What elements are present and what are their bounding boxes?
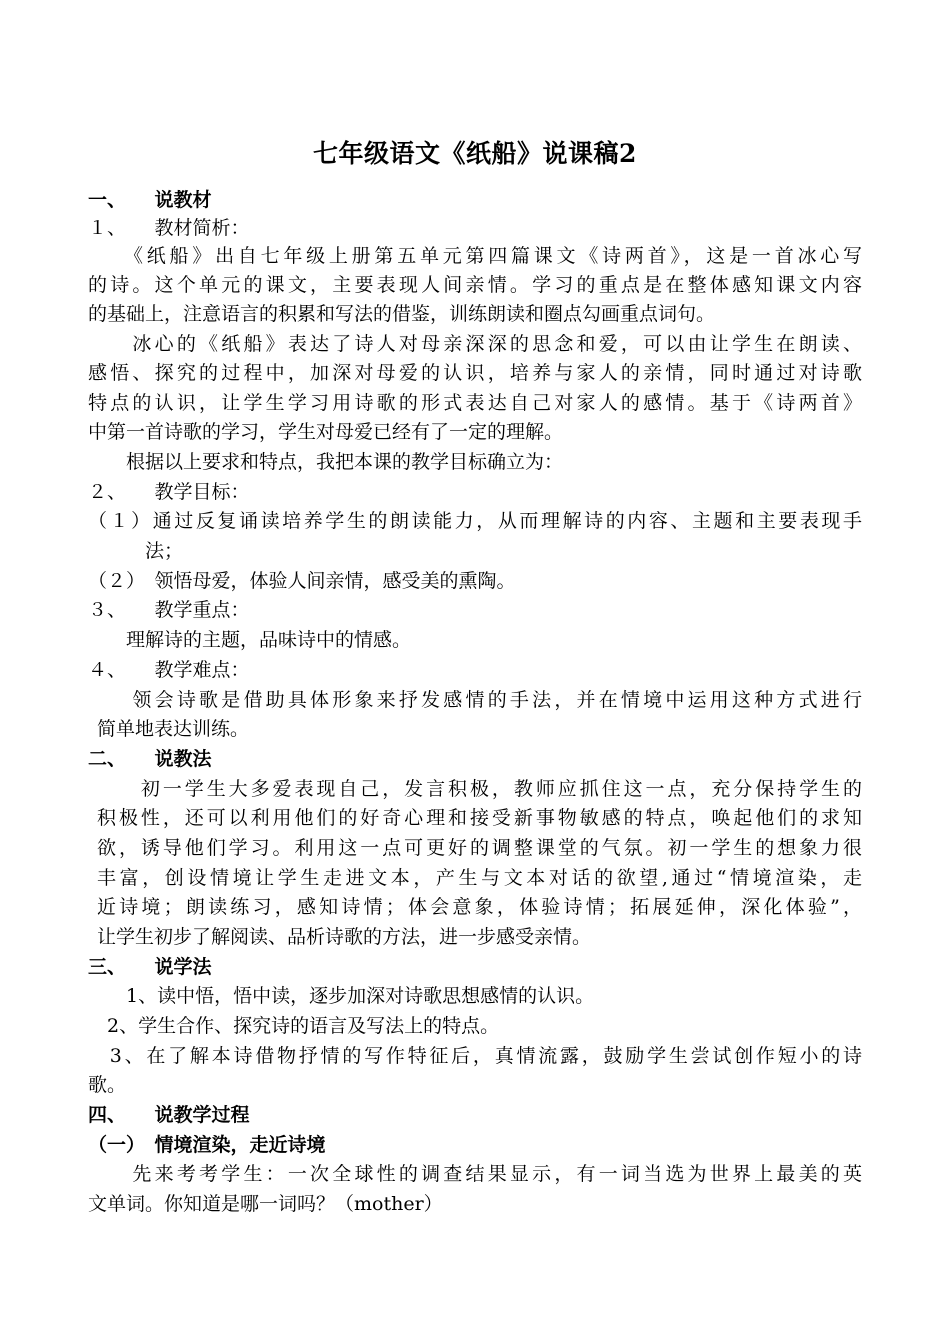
text-line: （２） 领悟母爱，体验人间亲情，感受美的熏陶。 [88, 570, 516, 592]
text-line: 1、读中悟，悟中读，逐步加深对诗歌思想感情的认识。 [88, 985, 595, 1007]
text-line: ３、 教学重点： [88, 599, 250, 621]
text-line: 简单地表达训练。 [97, 718, 250, 740]
text-line: ２、 教学目标： [88, 481, 250, 503]
page-title: 七年级语文《纸船》说课稿2 [313, 139, 637, 168]
text-line: 文单词。你知道是哪一词吗？（mother） [88, 1193, 443, 1215]
section-heading: 四、 说教学过程 [88, 1104, 250, 1126]
text-line: １、 教材简析： [88, 217, 250, 239]
text-line: 初一学生大多爱表现自己，发言积极，教师应抓住这一点，充分保持学生的 [97, 778, 862, 800]
text-line: 法； [88, 540, 184, 562]
text-line: ４、 教学难点： [88, 659, 250, 681]
text-line: 的基础上，注意语言的积累和写法的借鉴，训练朗读和圈点勾画重点词句。 [88, 303, 716, 325]
text-line: 的诗。这个单元的课文，主要表现人间亲情。学习的重点是在整体感知课文内容 [88, 274, 862, 296]
text-line: 欲，诱导他们学习。利用这一点可更好的调整课堂的气氛。初一学生的想象力很 [97, 837, 862, 859]
text-line: 歌。 [88, 1074, 127, 1096]
text-line: 根据以上要求和特点，我把本课的教学目标确立为： [88, 451, 564, 473]
text-line: 感悟、探究的过程中，加深对母爱的认识，培养与家人的亲情，同时通过对诗歌 [88, 362, 862, 384]
text-line: 积极性，还可以利用他们的好奇心理和接受新事物敏感的特点，唤起他们的求知 [97, 807, 862, 829]
text-line: 冰心的《纸船》表达了诗人对母亲深深的思念和爱，可以由让学生在朗读、 [88, 333, 862, 355]
text-line: 中第一首诗歌的学习，学生对母爱已经有了一定的理解。 [88, 421, 564, 443]
text-line: 领会诗歌是借助具体形象来抒发感情的手法，并在情境中运用这种方式进行 [88, 689, 862, 711]
text-line: 让学生初步了解阅读、品析诗歌的方法，进一步感受亲情。 [97, 926, 592, 948]
section-heading: 一、 说教材 [88, 189, 212, 211]
text-line: 先来考考学生：一次全球性的调查结果显示，有一词当选为世界上最美的英 [88, 1163, 862, 1185]
text-line: （１）通过反复诵读培养学生的朗读能力，从而理解诗的内容、主题和主要表现手 [88, 510, 862, 532]
text-line: 近诗境；朗读练习，感知诗情；体会意象，体验诗情；拓展延伸，深化体验”， [97, 896, 862, 918]
text-line: 丰富，创设情境让学生走进文本，产生与文本对话的欲望,通过“情境渲染，走 [97, 867, 862, 889]
text-line: 3、在了解本诗借物抒情的写作特征后，真情流露，鼓励学生尝试创作短小的诗 [88, 1045, 862, 1067]
text-line: 《纸船》出自七年级上册第五单元第四篇课文《诗两首》，这是一首冰心写 [88, 245, 862, 267]
section-heading: 三、 说学法 [88, 956, 212, 978]
text-line: 2、学生合作、探究诗的语言及写法上的特点。 [88, 1015, 500, 1037]
section-heading: （一） 情境渲染，走近诗境 [88, 1134, 326, 1156]
section-heading: 二、 说教法 [88, 748, 212, 770]
text-line: 理解诗的主题，品味诗中的情感。 [88, 629, 412, 651]
text-line: 特点的认识，让学生学习用诗歌的形式表达自己对家人的感情。基于《诗两首》 [88, 392, 862, 414]
